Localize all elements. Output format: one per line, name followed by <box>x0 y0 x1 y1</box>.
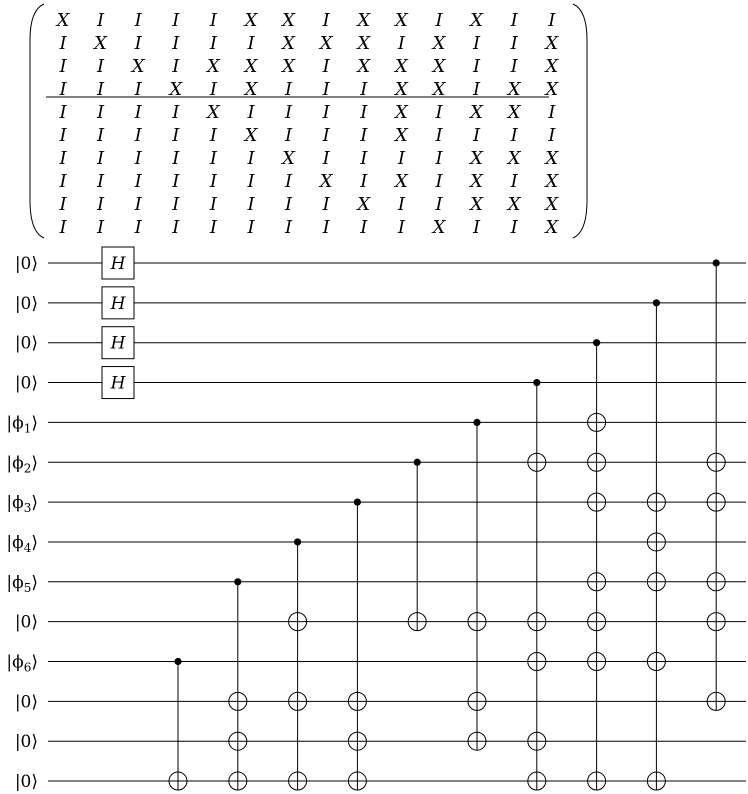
matrix-entry: I <box>209 217 217 238</box>
matrix-entry: I <box>397 194 405 215</box>
matrix-entry: I <box>97 217 105 238</box>
matrix-entry: X <box>206 56 220 77</box>
matrix-entry: X <box>394 79 408 100</box>
control-dot <box>414 459 421 466</box>
wire-label: |0⟩ <box>14 373 38 394</box>
matrix-entry: I <box>97 171 105 192</box>
matrix-entry: I <box>209 33 217 54</box>
matrix-entry: I <box>97 194 105 215</box>
matrix-entry: X <box>545 33 559 54</box>
matrix-entry: I <box>59 148 67 169</box>
matrix-entry: X <box>282 33 296 54</box>
matrix-entry: I <box>134 102 142 123</box>
control-dot <box>653 299 660 306</box>
wire-label-ket-open: |ϕ <box>6 453 24 474</box>
matrix-entry: X <box>244 125 258 146</box>
matrix-entry: I <box>172 10 180 31</box>
matrix-entry: I <box>59 102 67 123</box>
matrix-entry: I <box>285 79 293 100</box>
wire-label: |0⟩ <box>14 732 38 753</box>
matrix-entry: I <box>473 33 481 54</box>
matrix-entry: I <box>360 171 368 192</box>
matrix-entry: X <box>507 148 521 169</box>
matrix-entry: I <box>134 79 142 100</box>
matrix-entry: X <box>394 171 408 192</box>
matrix-entry: X <box>432 56 446 77</box>
matrix-entry: I <box>209 148 217 169</box>
matrix-entry: I <box>322 148 330 169</box>
matrix-entry: X <box>56 10 70 31</box>
hadamard-gate-label: H <box>110 333 126 354</box>
matrix-entry: I <box>435 125 443 146</box>
wire-label: |0⟩ <box>14 333 38 354</box>
matrix-entry: I <box>435 194 443 215</box>
matrix-entry: I <box>247 102 255 123</box>
wire-label-subscript: 3 <box>23 501 32 516</box>
wire-label-ket-open: |ϕ <box>6 652 24 673</box>
wire-label-subscript: 1 <box>23 421 32 436</box>
matrix-entry: X <box>394 10 408 31</box>
wire-label: |0⟩ <box>14 293 38 314</box>
matrix-entry: X <box>244 79 258 100</box>
matrix-entry: I <box>247 217 255 238</box>
control-dot <box>593 339 600 346</box>
matrix-entry: I <box>360 148 368 169</box>
matrix-left-bracket <box>30 4 44 238</box>
matrix-entry: I <box>360 125 368 146</box>
matrix-entry: I <box>97 79 105 100</box>
matrix-entry: I <box>322 217 330 238</box>
matrix-entry: X <box>319 33 333 54</box>
matrix-entry: I <box>134 148 142 169</box>
matrix-entry: X <box>282 148 296 169</box>
wire-labels <box>6 254 38 792</box>
hadamard-gate-label: H <box>110 293 126 314</box>
matrix-entry: I <box>172 33 180 54</box>
wire-label-ket-close: ⟩ <box>31 652 38 673</box>
matrix-entry: X <box>206 102 220 123</box>
matrix-entry: I <box>209 171 217 192</box>
wire-label-subscript: 6 <box>23 660 32 675</box>
matrix-entry: I <box>247 194 255 215</box>
matrix-entry: I <box>360 102 368 123</box>
matrix-entry: X <box>507 79 521 100</box>
matrix-entry: I <box>59 33 67 54</box>
wire-label-ket-close: ⟩ <box>31 572 38 593</box>
matrix-entry: I <box>172 171 180 192</box>
matrix-entry: I <box>548 125 556 146</box>
matrix-entry: X <box>319 171 333 192</box>
matrix-entry: X <box>545 56 559 77</box>
matrix-entry: I <box>247 171 255 192</box>
matrix-entry: I <box>209 79 217 100</box>
matrix-entry: I <box>360 217 368 238</box>
hadamard-gate-label: H <box>110 373 126 394</box>
wire-label-ket-open: |ϕ <box>6 413 24 434</box>
matrix-entry: X <box>545 217 559 238</box>
matrix-entry: I <box>97 56 105 77</box>
matrix-entry: X <box>432 79 446 100</box>
matrix-entry: I <box>247 148 255 169</box>
wire-label: |0⟩ <box>14 772 38 793</box>
control-dot <box>354 499 361 506</box>
matrix-entry: I <box>134 217 142 238</box>
matrix-entry: I <box>59 217 67 238</box>
matrix-entry: I <box>97 10 105 31</box>
matrix-entry: I <box>172 56 180 77</box>
matrix-entry: I <box>510 56 518 77</box>
wire-label-subscript: 2 <box>23 461 32 476</box>
wire-label-subscript: 4 <box>23 540 32 555</box>
control-dot <box>473 419 480 426</box>
matrix-entry: I <box>435 148 443 169</box>
matrix-entry: X <box>244 56 258 77</box>
matrix-entry: X <box>507 102 521 123</box>
matrix-entry: X <box>470 194 484 215</box>
matrix-entry: I <box>59 171 67 192</box>
matrix-entry: I <box>548 10 556 31</box>
matrix-entry: I <box>59 79 67 100</box>
wire-label-ket-open: |ϕ <box>6 493 24 514</box>
wire-label <box>6 413 38 435</box>
matrix-entry: I <box>397 148 405 169</box>
matrix-entry: I <box>322 79 330 100</box>
matrix-entry: I <box>247 33 255 54</box>
matrix-entry: I <box>209 125 217 146</box>
matrix-entry: I <box>435 10 443 31</box>
wire-label <box>6 533 38 555</box>
matrix-entry: I <box>97 148 105 169</box>
wire-label-subscript: 5 <box>23 580 32 595</box>
matrix-entry: X <box>244 10 258 31</box>
matrix-entry: I <box>134 171 142 192</box>
matrix-entry: I <box>435 171 443 192</box>
matrix-right-bracket <box>573 4 587 238</box>
matrix-entry: X <box>169 79 183 100</box>
stabilizer-matrix <box>30 4 587 238</box>
matrix-entry: I <box>285 194 293 215</box>
matrix-entry: I <box>172 102 180 123</box>
matrix-entry: X <box>470 148 484 169</box>
matrix-entry: I <box>59 194 67 215</box>
matrix-entry: I <box>397 217 405 238</box>
matrix-entry: I <box>473 125 481 146</box>
circuit-gates <box>102 247 725 790</box>
wire-label <box>6 653 38 675</box>
matrix-entry: X <box>470 171 484 192</box>
matrix-entry: I <box>134 10 142 31</box>
control-dot <box>294 538 301 545</box>
matrix-entry: X <box>470 10 484 31</box>
matrix-entry: I <box>285 102 293 123</box>
matrix-entry: I <box>360 79 368 100</box>
wire-label-ket-open: |ϕ <box>6 532 24 553</box>
matrix-entry: I <box>322 56 330 77</box>
wire-label-ket-close: ⟩ <box>31 532 38 553</box>
matrix-entry: X <box>282 56 296 77</box>
matrix-entry: I <box>322 102 330 123</box>
matrix-entry: I <box>473 217 481 238</box>
matrix-entry: X <box>394 56 408 77</box>
matrix-entry: I <box>134 33 142 54</box>
matrix-entry: I <box>510 33 518 54</box>
matrix-entry: X <box>357 194 371 215</box>
wire-label: |0⟩ <box>14 692 38 713</box>
matrix-entry: I <box>59 56 67 77</box>
control-dot <box>174 658 181 665</box>
matrix-entry: X <box>394 102 408 123</box>
control-dot <box>533 379 540 386</box>
matrix-entry: X <box>432 217 446 238</box>
hadamard-gate-label: H <box>110 254 126 274</box>
matrix-entry: I <box>397 33 405 54</box>
matrix-entry: X <box>357 56 371 77</box>
matrix-entry: I <box>322 125 330 146</box>
wire-label <box>6 493 38 515</box>
matrix-entry: X <box>470 102 484 123</box>
matrix-entry: I <box>510 125 518 146</box>
matrix-entry: I <box>134 125 142 146</box>
wire-label-ket-close: ⟩ <box>31 413 38 434</box>
matrix-entry: I <box>548 102 556 123</box>
matrix-entry: I <box>322 194 330 215</box>
matrix-entry: I <box>285 217 293 238</box>
matrix-entry: I <box>285 171 293 192</box>
wire-label-ket-close: ⟩ <box>31 493 38 514</box>
wire-label-ket-open: |ϕ <box>6 572 24 593</box>
matrix-entry: X <box>545 79 559 100</box>
matrix-entry: I <box>510 217 518 238</box>
matrix-entry: X <box>545 148 559 169</box>
matrix-entry: I <box>473 56 481 77</box>
matrix-entry: X <box>432 33 446 54</box>
matrix-entry: I <box>97 102 105 123</box>
wire-label: |0⟩ <box>14 612 38 633</box>
matrix-entry: X <box>394 125 408 146</box>
matrix-entry: X <box>357 33 371 54</box>
matrix-entry: I <box>510 171 518 192</box>
wire-label: |0⟩ <box>14 254 38 274</box>
matrix-entry: I <box>172 194 180 215</box>
matrix-entry: I <box>59 125 67 146</box>
matrix-entry: X <box>282 10 296 31</box>
matrix-entry: I <box>172 148 180 169</box>
matrix-entry: I <box>285 125 293 146</box>
matrix-entry: I <box>322 10 330 31</box>
matrix-entry: I <box>172 125 180 146</box>
matrix-entry: I <box>209 194 217 215</box>
matrix-entry: I <box>134 194 142 215</box>
control-dot <box>713 259 720 266</box>
matrix-entry: X <box>94 33 108 54</box>
matrix-entry: I <box>172 217 180 238</box>
wire-label <box>6 453 38 475</box>
matrix-entry: I <box>473 79 481 100</box>
circuit-wires <box>48 263 746 781</box>
matrix-entry: X <box>131 56 145 77</box>
wire-label-ket-close: ⟩ <box>31 453 38 474</box>
matrix-entry: X <box>507 194 521 215</box>
matrix-entry: I <box>510 10 518 31</box>
matrix-entry: I <box>209 10 217 31</box>
matrix-entry: X <box>545 171 559 192</box>
wire-label <box>6 573 38 595</box>
control-dot <box>234 578 241 585</box>
matrix-entry: X <box>545 194 559 215</box>
matrix-entry: I <box>435 102 443 123</box>
matrix-entry: X <box>357 10 371 31</box>
matrix-entry: I <box>97 125 105 146</box>
